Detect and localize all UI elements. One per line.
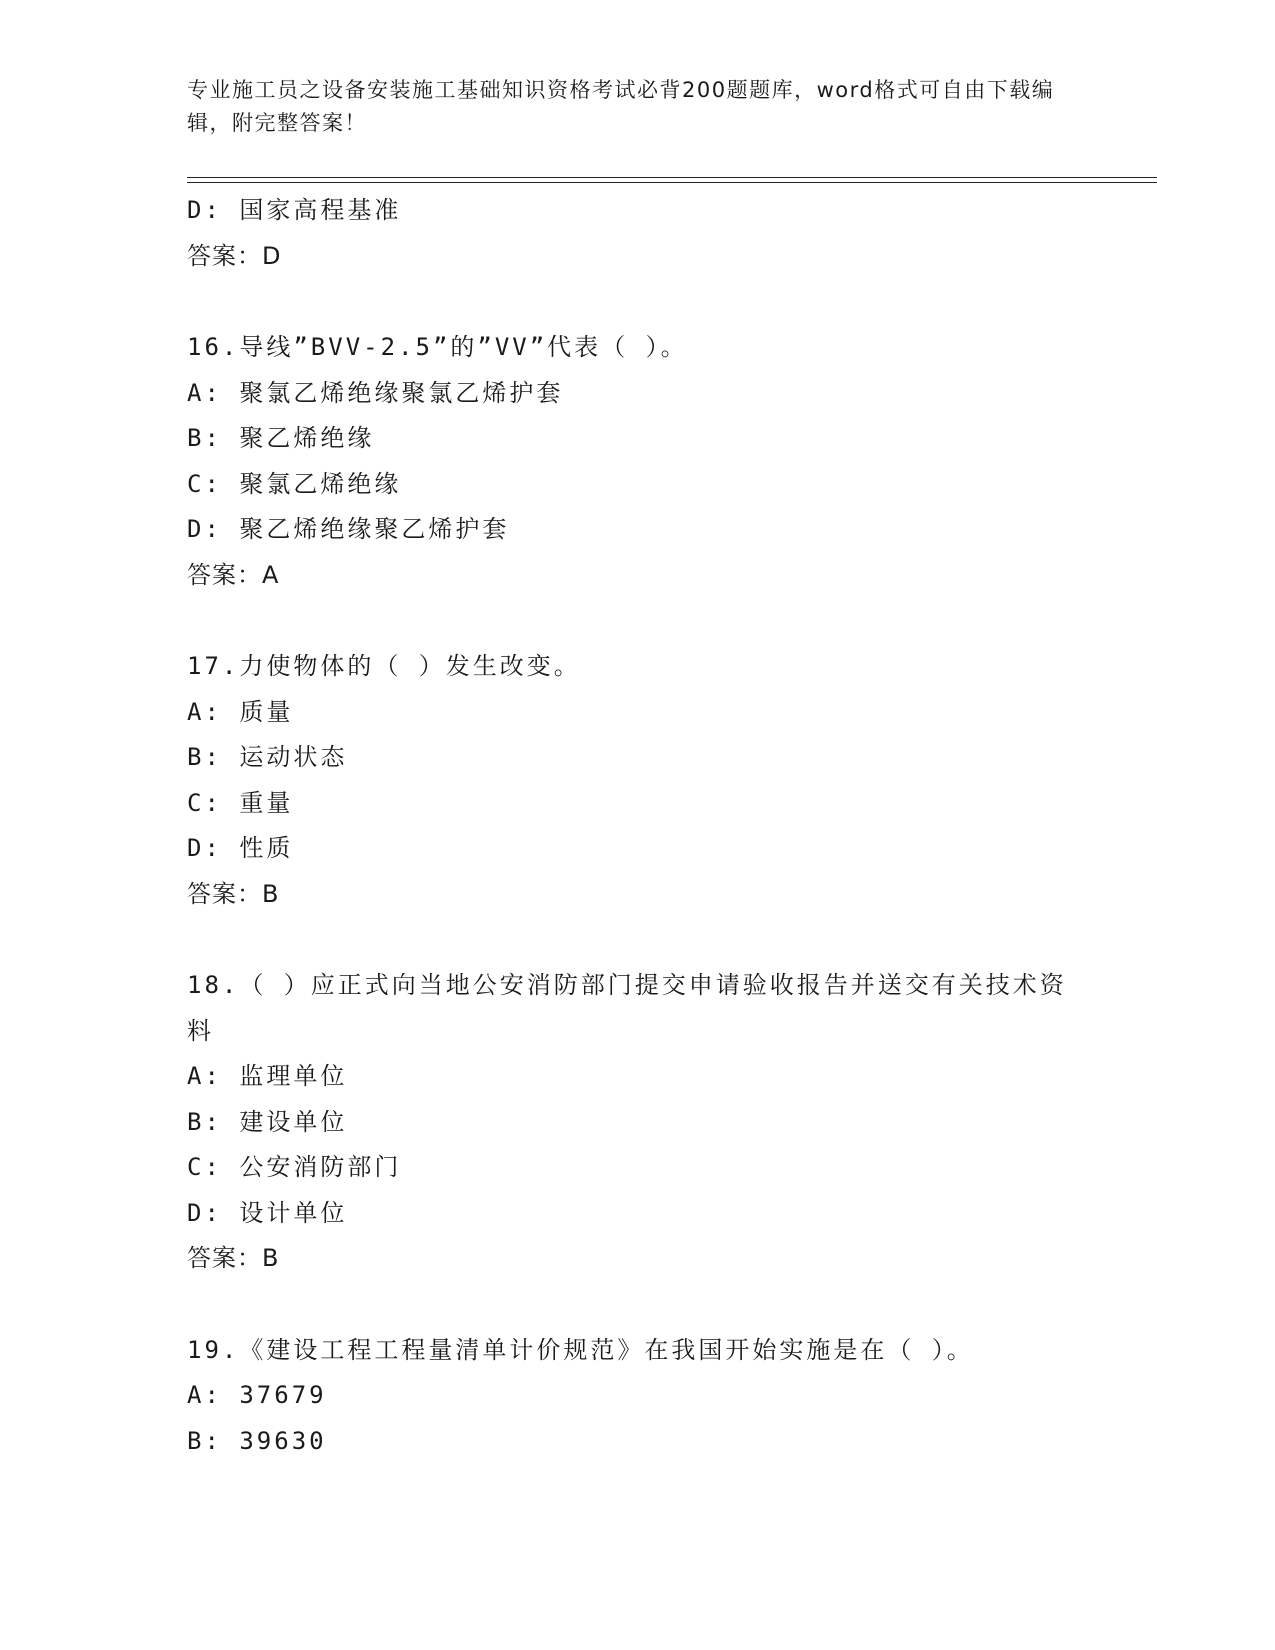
question-17	[187, 644, 1107, 917]
question-stem: 18.（ ）应正式向当地公安消防部门提交申请验收报告并送交有关技术资料	[187, 971, 1067, 1045]
question-18	[187, 963, 1107, 1282]
question-19	[187, 1328, 1107, 1465]
option-b: B: 39630	[187, 1426, 327, 1455]
option-b: B: 运动状态	[187, 743, 348, 771]
option-d: D: 性质	[187, 834, 294, 862]
option-d: D: 聚乙烯绝缘聚乙烯护套	[187, 515, 510, 543]
answer: 答案：A	[187, 560, 280, 589]
option-a: A: 聚氯乙烯绝缘聚氯乙烯护套	[187, 378, 564, 407]
option-a: A: 监理单位	[187, 1062, 348, 1090]
previous-option-d: D: 国家高程基准	[187, 196, 402, 224]
option-b: B: 建设单位	[187, 1107, 348, 1136]
option-a: A: 质量	[187, 697, 294, 726]
document-header: 专业施工员之设备安装施工基础知识资格考试必背200题题库，word格式可自由下载编辑，附完整答案！	[187, 78, 1055, 135]
option-d: D: 设计单位	[187, 1198, 348, 1227]
option-c: C: 重量	[187, 788, 294, 817]
question-stem: 19.《建设工程工程量清单计价规范》在我国开始实施是在（ ）。	[187, 1335, 974, 1364]
option-c: C: 公安消防部门	[187, 1153, 402, 1181]
question-stem: 16.导线”BVV-2.5”的”VV”代表（ ）。	[187, 333, 688, 361]
option-a: A: 37679	[187, 1381, 327, 1409]
answer: 答案：B	[187, 1244, 280, 1272]
option-c: C: 聚氯乙烯绝缘	[187, 469, 402, 498]
header-divider-bottom	[187, 182, 1157, 183]
question-stem: 17.力使物体的（ ）发生改变。	[187, 652, 581, 680]
header-divider-top	[187, 177, 1157, 178]
question-16	[187, 325, 1107, 598]
question-list	[187, 188, 1107, 1464]
option-b: B: 聚乙烯绝缘	[187, 424, 375, 452]
answer: 答案：B	[187, 879, 280, 908]
previous-answer: 答案：D	[187, 241, 282, 270]
